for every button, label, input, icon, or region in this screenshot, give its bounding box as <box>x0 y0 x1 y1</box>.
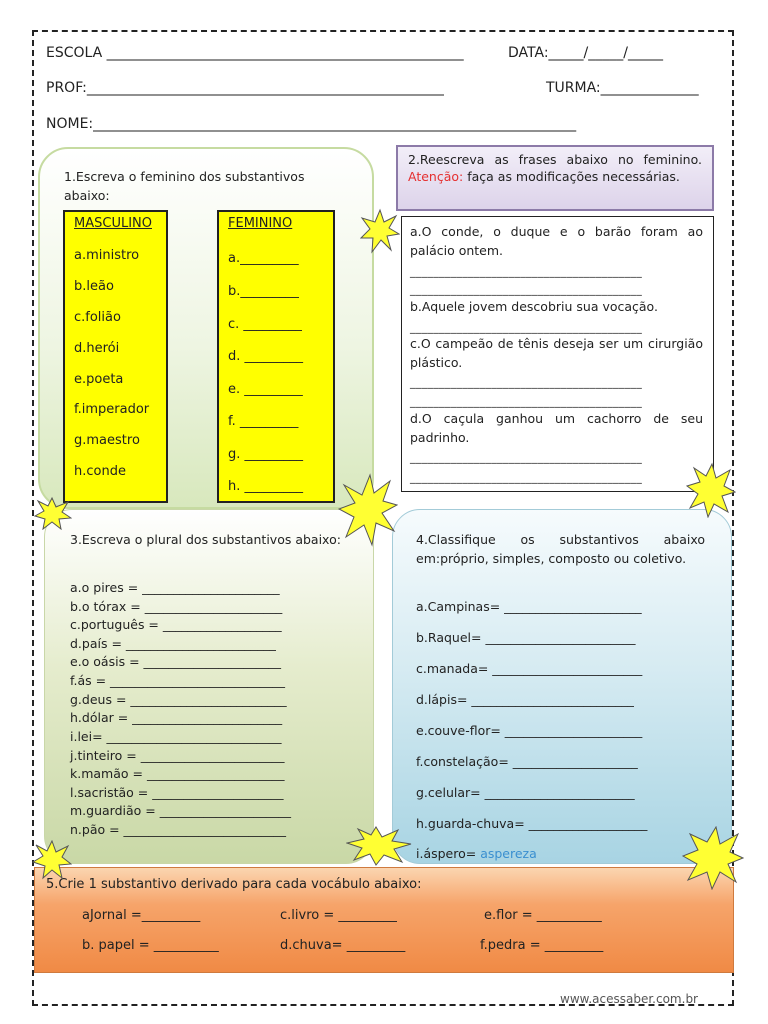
sentence-a: a.O conde, o duque e o barão foram ao palácio ontem. <box>410 224 703 258</box>
class-field: TURMA:______________ <box>546 80 699 96</box>
plural-item[interactable]: g.deus = _________________________ <box>70 692 287 707</box>
masculine-item: h.conde <box>74 464 126 479</box>
answer-line[interactable]: ________________________________________ <box>410 321 642 334</box>
exercise-4-title: 4.Classifique os substantivos abaixo em:próprio, simples, composto ou coletivo. <box>416 532 705 566</box>
plural-item[interactable]: h.dólar = ________________________ <box>70 710 283 725</box>
plural-item[interactable]: a.o pires = ______________________ <box>70 580 280 595</box>
derived-item[interactable]: c.livro = _________ <box>280 908 397 923</box>
sentence-d: d.O caçula ganhou um cachorro de seu padrinho. <box>410 411 703 445</box>
classify-item[interactable]: e.couve-flor= ______________________ <box>416 723 643 738</box>
feminine-answer[interactable]: f. _________ <box>228 414 299 429</box>
plural-item[interactable]: i.lei= ____________________________ <box>70 729 282 744</box>
classify-item[interactable]: h.guarda-chuva= ___________________ <box>416 816 648 831</box>
answer-line[interactable]: ________________________________________ <box>410 265 642 278</box>
feminine-answer[interactable]: d. _________ <box>228 349 304 364</box>
answer-line[interactable]: ________________________________________ <box>410 471 642 484</box>
classify-item[interactable]: f.constelação= ____________________ <box>416 754 638 769</box>
classify-example <box>416 846 537 861</box>
derived-item[interactable]: f.pedra = _________ <box>480 938 604 953</box>
sentence-b: b.Aquele jovem descobriu sua vocação. <box>410 299 658 314</box>
plural-item[interactable]: m.guardião = _____________________ <box>70 803 291 818</box>
masculine-item: b.leão <box>74 279 114 294</box>
feminine-column <box>217 210 335 503</box>
plural-item[interactable]: k.mamão = ______________________ <box>70 766 285 781</box>
sentence-c: c.O campeão de tênis deseja ser um cirurgião plástico. <box>410 336 703 370</box>
plural-item[interactable]: l.sacristão = _____________________ <box>70 785 284 800</box>
burst-star-icon <box>346 826 412 866</box>
plural-item[interactable]: e.o oásis = ______________________ <box>70 654 282 669</box>
masculine-item: f.imperador <box>74 402 150 417</box>
example-label: i.áspero= <box>416 846 481 861</box>
answer-line[interactable]: ________________________________________ <box>410 395 642 408</box>
exercise-3-title: 3.Escreva o plural dos substantivos abaixo: <box>70 532 341 547</box>
burst-star-icon <box>338 473 398 547</box>
derived-item[interactable]: e.flor = __________ <box>484 908 602 923</box>
masculine-header: MASCULINO <box>74 216 152 231</box>
name-field: NOME:_____________________________________________________________________ <box>46 116 577 132</box>
plural-item[interactable]: j.tinteiro = _______________________ <box>70 748 285 763</box>
exercise-2-title <box>396 145 714 211</box>
burst-star-icon <box>686 462 736 518</box>
burst-star-icon <box>682 826 744 890</box>
answer-line[interactable]: ________________________________________ <box>410 451 642 464</box>
classify-item[interactable]: b.Raquel= ________________________ <box>416 630 636 645</box>
masculine-item: d.herói <box>74 341 120 356</box>
plural-item[interactable]: c.português = ___________________ <box>70 617 282 632</box>
school-field: ESCOLA ___________________________________________________ <box>46 45 464 61</box>
classify-item[interactable]: c.manada= ________________________ <box>416 661 643 676</box>
exercise-1-title: 1.Escreva o feminino dos substantivos abaixo: <box>64 169 305 203</box>
answer-line[interactable]: ________________________________________ <box>410 376 642 389</box>
plural-item[interactable]: n.pão = __________________________ <box>70 822 287 837</box>
attention-label: Atenção: <box>408 169 464 184</box>
plural-item[interactable]: d.país = ________________________ <box>70 636 276 651</box>
feminine-answer[interactable]: h. _________ <box>228 479 304 494</box>
plural-item[interactable]: b.o tórax = ______________________ <box>70 599 283 614</box>
burst-star-icon <box>32 840 72 880</box>
answer-line[interactable]: ________________________________________ <box>410 283 642 296</box>
masculine-item: c.folião <box>74 310 121 325</box>
example-answer: aspereza <box>480 846 537 861</box>
footer-url[interactable]: www.acessaber.com.br <box>560 992 698 1006</box>
classify-item[interactable]: d.lápis= __________________________ <box>416 692 634 707</box>
feminine-header: FEMININO <box>228 216 293 231</box>
date-field: DATA:_____/_____/_____ <box>508 45 663 61</box>
exercise-2-instruction: 2.Reescreva as frases abaixo no feminino. <box>408 152 702 167</box>
feminine-answer[interactable]: b._________ <box>228 284 299 299</box>
feminine-answer[interactable]: e. _________ <box>228 382 303 397</box>
masculine-item: a.ministro <box>74 248 140 263</box>
feminine-answer[interactable]: a._________ <box>228 251 299 266</box>
derived-item[interactable]: d.chuva= _________ <box>280 938 406 953</box>
masculine-item: e.poeta <box>74 372 124 387</box>
feminine-answer[interactable]: g. _________ <box>228 447 304 462</box>
burst-star-icon <box>34 496 72 530</box>
plural-item[interactable]: f.ás = ____________________________ <box>70 673 286 688</box>
burst-star-icon <box>360 208 400 254</box>
masculine-item: g.maestro <box>74 433 140 448</box>
teacher-field: PROF:___________________________________________________ <box>46 80 444 96</box>
derived-item[interactable]: b. papel = __________ <box>82 938 219 953</box>
feminine-answer[interactable]: c. _________ <box>228 317 302 332</box>
masculine-column <box>63 210 168 503</box>
classify-item[interactable]: a.Campinas= ______________________ <box>416 599 642 614</box>
exercise-5-title: 5.Crie 1 substantivo derivado para cada vocábulo abaixo: <box>46 877 422 892</box>
exercise-2-note: faça as modificações necessárias. <box>463 169 680 184</box>
classify-item[interactable]: g.celular= ________________________ <box>416 785 635 800</box>
derived-item[interactable]: aJornal =_________ <box>82 908 201 923</box>
